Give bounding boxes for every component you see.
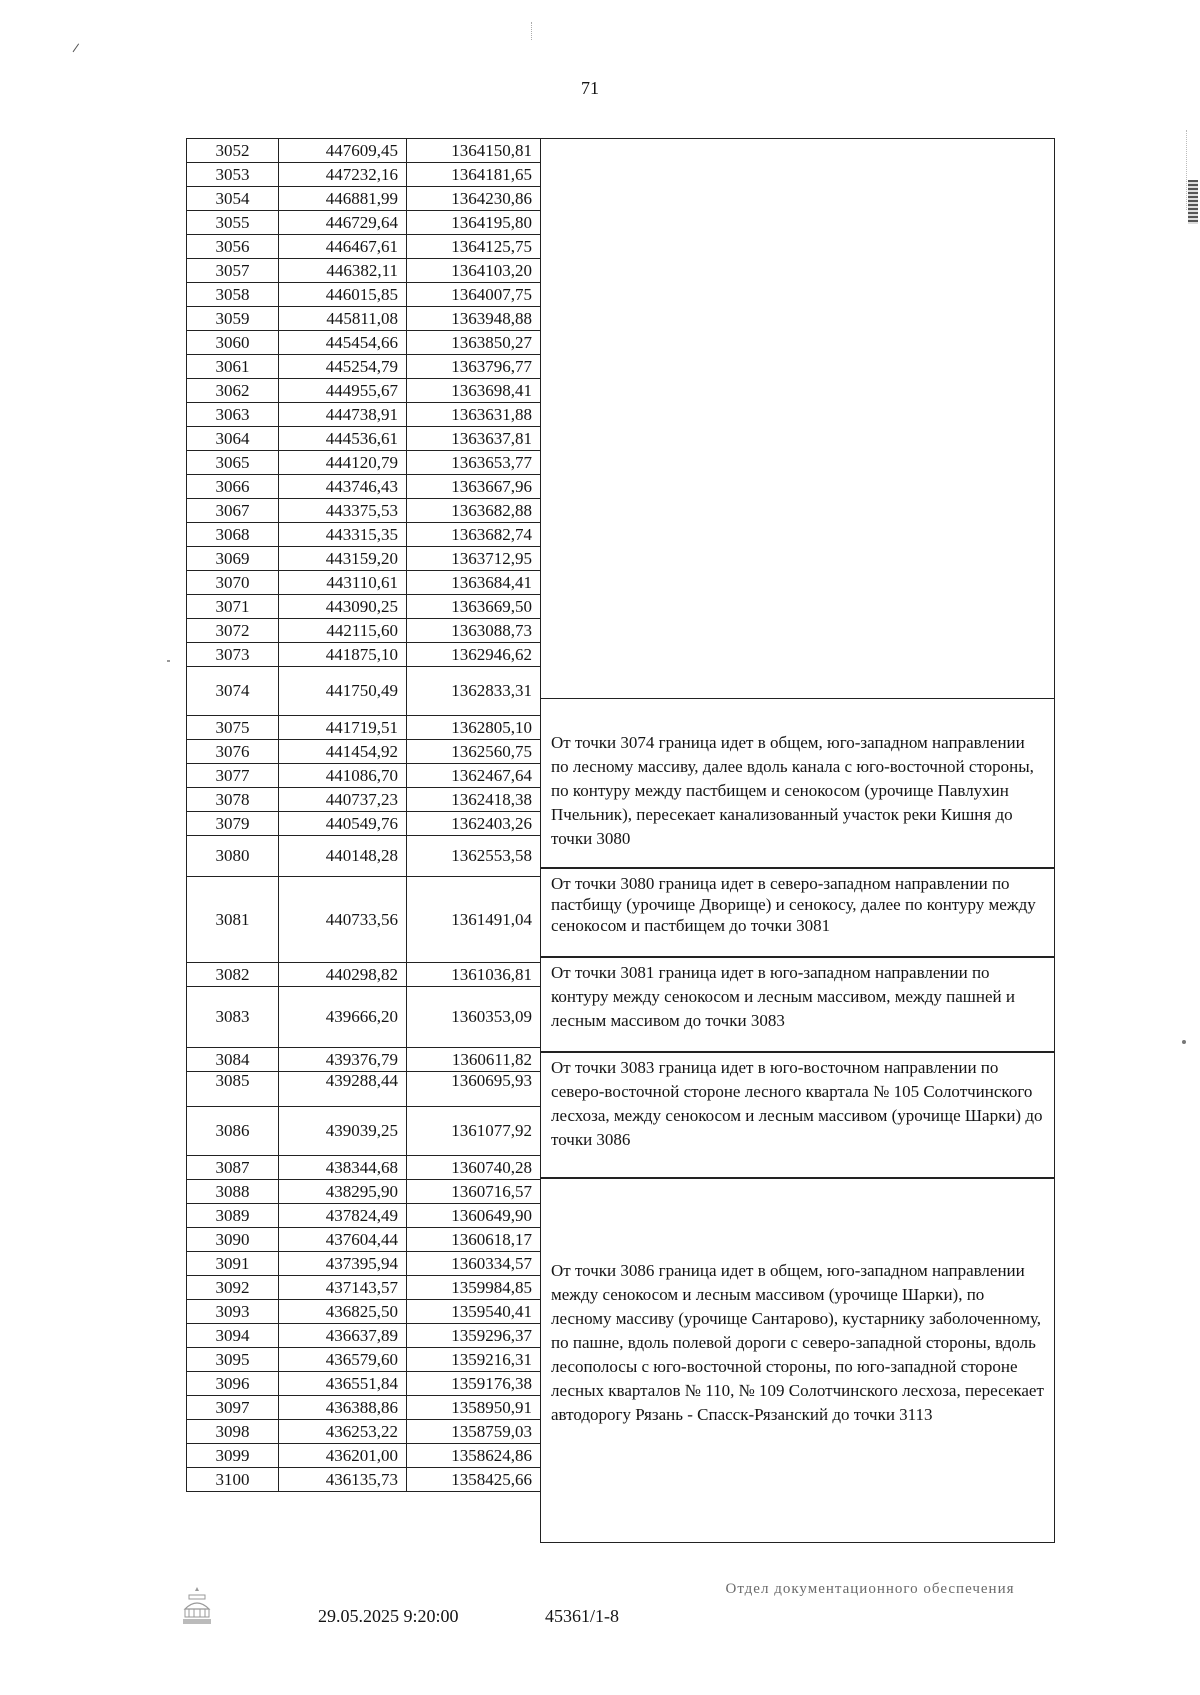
y-coordinate: 1363948,88 bbox=[407, 307, 541, 331]
x-coordinate: 436201,00 bbox=[279, 1444, 407, 1468]
y-coordinate: 1364125,75 bbox=[407, 235, 541, 259]
x-coordinate: 441750,49 bbox=[279, 667, 407, 716]
x-coordinate: 439039,25 bbox=[279, 1107, 407, 1156]
description-3083: От точки 3083 граница идет в юго-восточном направлении по северо-восточной стороне лесного квартала № 105 Солотчинского лесхоза, между сенокосом и лесным массивом (урочище Шарки) до точки 3086 bbox=[540, 1052, 1055, 1178]
point-id: 3071 bbox=[187, 595, 279, 619]
table-row bbox=[187, 643, 541, 667]
x-coordinate: 436551,84 bbox=[279, 1372, 407, 1396]
x-coordinate: 438344,68 bbox=[279, 1156, 407, 1180]
point-id: 3066 bbox=[187, 475, 279, 499]
y-coordinate: 1363682,74 bbox=[407, 523, 541, 547]
x-coordinate: 437143,57 bbox=[279, 1276, 407, 1300]
x-coordinate: 439288,44 bbox=[279, 1072, 407, 1107]
coordinates-table bbox=[186, 138, 541, 1492]
point-id: 3055 bbox=[187, 211, 279, 235]
table-row bbox=[187, 163, 541, 187]
y-coordinate: 1362553,58 bbox=[407, 836, 541, 877]
x-coordinate: 440733,56 bbox=[279, 877, 407, 963]
table-row bbox=[187, 259, 541, 283]
x-coordinate: 444120,79 bbox=[279, 451, 407, 475]
y-coordinate: 1363631,88 bbox=[407, 403, 541, 427]
y-coordinate: 1363653,77 bbox=[407, 451, 541, 475]
y-coordinate: 1364230,86 bbox=[407, 187, 541, 211]
y-coordinate: 1359176,38 bbox=[407, 1372, 541, 1396]
page-number: 71 bbox=[581, 78, 599, 98]
table-row bbox=[187, 1156, 541, 1180]
x-coordinate: 444955,67 bbox=[279, 379, 407, 403]
x-coordinate: 442115,60 bbox=[279, 619, 407, 643]
point-id: 3076 bbox=[187, 740, 279, 764]
point-id: 3081 bbox=[187, 877, 279, 963]
y-coordinate: 1363684,41 bbox=[407, 571, 541, 595]
table-row bbox=[187, 812, 541, 836]
point-id: 3079 bbox=[187, 812, 279, 836]
x-coordinate: 440549,76 bbox=[279, 812, 407, 836]
x-coordinate: 443090,25 bbox=[279, 595, 407, 619]
table-row bbox=[187, 1444, 541, 1468]
footer-date: 29.05.2025 9:20:00 bbox=[318, 1606, 459, 1626]
point-id: 3060 bbox=[187, 331, 279, 355]
table-row bbox=[187, 1324, 541, 1348]
table-row bbox=[187, 307, 541, 331]
point-id: 3063 bbox=[187, 403, 279, 427]
x-coordinate: 437395,94 bbox=[279, 1252, 407, 1276]
point-id: 3089 bbox=[187, 1204, 279, 1228]
table-row bbox=[187, 1204, 541, 1228]
table-row bbox=[187, 1300, 541, 1324]
point-id: 3084 bbox=[187, 1048, 279, 1072]
x-coordinate: 436253,22 bbox=[279, 1420, 407, 1444]
table-row bbox=[187, 1252, 541, 1276]
point-id: 3082 bbox=[187, 963, 279, 987]
point-id: 3067 bbox=[187, 499, 279, 523]
point-id: 3088 bbox=[187, 1180, 279, 1204]
y-coordinate: 1362805,10 bbox=[407, 716, 541, 740]
y-coordinate: 1360334,57 bbox=[407, 1252, 541, 1276]
y-coordinate: 1358624,86 bbox=[407, 1444, 541, 1468]
table-row bbox=[187, 547, 541, 571]
y-coordinate: 1362946,62 bbox=[407, 643, 541, 667]
y-coordinate: 1362833,31 bbox=[407, 667, 541, 716]
x-coordinate: 436825,50 bbox=[279, 1300, 407, 1324]
y-coordinate: 1361036,81 bbox=[407, 963, 541, 987]
y-coordinate: 1360353,09 bbox=[407, 987, 541, 1048]
y-coordinate: 1362560,75 bbox=[407, 740, 541, 764]
table-row bbox=[187, 963, 541, 987]
table-row bbox=[187, 571, 541, 595]
table-row bbox=[187, 355, 541, 379]
y-coordinate: 1361491,04 bbox=[407, 877, 541, 963]
table-row bbox=[187, 451, 541, 475]
table-row bbox=[187, 1228, 541, 1252]
x-coordinate: 443746,43 bbox=[279, 475, 407, 499]
y-coordinate: 1363637,81 bbox=[407, 427, 541, 451]
description-cell-empty bbox=[540, 138, 1055, 698]
y-coordinate: 1359540,41 bbox=[407, 1300, 541, 1324]
y-coordinate: 1360618,17 bbox=[407, 1228, 541, 1252]
y-coordinate: 1362467,64 bbox=[407, 764, 541, 788]
x-coordinate: 436637,89 bbox=[279, 1324, 407, 1348]
description-3081: От точки 3081 граница идет в юго-западном направлении по контуру между сенокосом и лесным массивом, между пашней и лесным массивом до точки 3083 bbox=[540, 957, 1055, 1052]
table-row bbox=[187, 403, 541, 427]
table-row bbox=[187, 235, 541, 259]
table-row bbox=[187, 379, 541, 403]
table-row bbox=[187, 619, 541, 643]
x-coordinate: 439666,20 bbox=[279, 987, 407, 1048]
description-3086: От точки 3086 граница идет в общем, юго-западном направлении между сенокосом и лесным массивом (урочище Шарки), по лесному массиву (урочище Сантарово), кустарнику заболоченному, по пашне, вдоль полевой дороги с северо-западной стороны, вдоль лесополосы с юго-восточной стороны, по юго-западной стороне лесных кварталов № 110, № 109 Солотчинского лесхоза, пересекает автодорогу Рязань - Спасск-Рязанский до точки 3113 bbox=[540, 1178, 1055, 1543]
y-coordinate: 1364150,81 bbox=[407, 139, 541, 163]
y-coordinate: 1363712,95 bbox=[407, 547, 541, 571]
table-row bbox=[187, 1107, 541, 1156]
y-coordinate: 1361077,92 bbox=[407, 1107, 541, 1156]
x-coordinate: 443375,53 bbox=[279, 499, 407, 523]
y-coordinate: 1358759,03 bbox=[407, 1420, 541, 1444]
point-id: 3099 bbox=[187, 1444, 279, 1468]
table-row bbox=[187, 764, 541, 788]
scan-artifact-mark bbox=[73, 43, 83, 54]
y-coordinate: 1360611,82 bbox=[407, 1048, 541, 1072]
x-coordinate: 436135,73 bbox=[279, 1468, 407, 1492]
emblem-icon bbox=[180, 1585, 214, 1629]
x-coordinate: 447609,45 bbox=[279, 139, 407, 163]
table-row bbox=[187, 716, 541, 740]
table-row bbox=[187, 1048, 541, 1072]
point-id: 3097 bbox=[187, 1396, 279, 1420]
table-row bbox=[187, 1468, 541, 1492]
x-coordinate: 444738,91 bbox=[279, 403, 407, 427]
point-id: 3070 bbox=[187, 571, 279, 595]
point-id: 3087 bbox=[187, 1156, 279, 1180]
point-id: 3098 bbox=[187, 1420, 279, 1444]
y-coordinate: 1360649,90 bbox=[407, 1204, 541, 1228]
point-id: 3061 bbox=[187, 355, 279, 379]
point-id: 3072 bbox=[187, 619, 279, 643]
point-id: 3091 bbox=[187, 1252, 279, 1276]
y-coordinate: 1364195,80 bbox=[407, 211, 541, 235]
scan-artifact-dot bbox=[1182, 1040, 1186, 1044]
point-id: 3056 bbox=[187, 235, 279, 259]
y-coordinate: 1359984,85 bbox=[407, 1276, 541, 1300]
point-id: 3083 bbox=[187, 987, 279, 1048]
point-id: 3062 bbox=[187, 379, 279, 403]
table-row bbox=[187, 1372, 541, 1396]
point-id: 3057 bbox=[187, 259, 279, 283]
x-coordinate: 446729,64 bbox=[279, 211, 407, 235]
point-id: 3064 bbox=[187, 427, 279, 451]
x-coordinate: 446015,85 bbox=[279, 283, 407, 307]
table-row bbox=[187, 1348, 541, 1372]
y-coordinate: 1360740,28 bbox=[407, 1156, 541, 1180]
table-row bbox=[187, 836, 541, 877]
table-row bbox=[187, 427, 541, 451]
point-id: 3095 bbox=[187, 1348, 279, 1372]
point-id: 3096 bbox=[187, 1372, 279, 1396]
table-row bbox=[187, 331, 541, 355]
y-coordinate: 1363682,88 bbox=[407, 499, 541, 523]
y-coordinate: 1363850,27 bbox=[407, 331, 541, 355]
point-id: 3093 bbox=[187, 1300, 279, 1324]
table-row bbox=[187, 211, 541, 235]
x-coordinate: 447232,16 bbox=[279, 163, 407, 187]
table-row bbox=[187, 139, 541, 163]
point-id: 3078 bbox=[187, 788, 279, 812]
table-row bbox=[187, 877, 541, 963]
y-coordinate: 1364103,20 bbox=[407, 259, 541, 283]
x-coordinate: 443315,35 bbox=[279, 523, 407, 547]
x-coordinate: 438295,90 bbox=[279, 1180, 407, 1204]
y-coordinate: 1363698,41 bbox=[407, 379, 541, 403]
table-row bbox=[187, 1072, 541, 1107]
point-id: 3068 bbox=[187, 523, 279, 547]
x-coordinate: 445811,08 bbox=[279, 307, 407, 331]
point-id: 3077 bbox=[187, 764, 279, 788]
x-coordinate: 436388,86 bbox=[279, 1396, 407, 1420]
x-coordinate: 436579,60 bbox=[279, 1348, 407, 1372]
point-id: 3086 bbox=[187, 1107, 279, 1156]
table-row bbox=[187, 187, 541, 211]
x-coordinate: 444536,61 bbox=[279, 427, 407, 451]
table-row bbox=[187, 1420, 541, 1444]
point-id: 3080 bbox=[187, 836, 279, 877]
x-coordinate: 443159,20 bbox=[279, 547, 407, 571]
point-id: 3092 bbox=[187, 1276, 279, 1300]
description-3074: От точки 3074 граница идет в общем, юго-западном направлении по лесному массиву, далее вдоль канала с юго-восточной стороны, по контуру между пастбищем и сенокосом (урочище Павлухин Пчельник), пересекает канализованный участок реки Кишня до точки 3080 bbox=[540, 698, 1055, 868]
x-coordinate: 446467,61 bbox=[279, 235, 407, 259]
table-row bbox=[187, 283, 541, 307]
scan-artifact-dot bbox=[167, 660, 170, 662]
x-coordinate: 440298,82 bbox=[279, 963, 407, 987]
point-id: 3065 bbox=[187, 451, 279, 475]
y-coordinate: 1358950,91 bbox=[407, 1396, 541, 1420]
x-coordinate: 441454,92 bbox=[279, 740, 407, 764]
table-row bbox=[187, 499, 541, 523]
x-coordinate: 443110,61 bbox=[279, 571, 407, 595]
table-row bbox=[187, 1396, 541, 1420]
x-coordinate: 446881,99 bbox=[279, 187, 407, 211]
x-coordinate: 440737,23 bbox=[279, 788, 407, 812]
point-id: 3100 bbox=[187, 1468, 279, 1492]
y-coordinate: 1363667,96 bbox=[407, 475, 541, 499]
x-coordinate: 445454,66 bbox=[279, 331, 407, 355]
table-row bbox=[187, 1180, 541, 1204]
x-coordinate: 441086,70 bbox=[279, 764, 407, 788]
x-coordinate: 439376,79 bbox=[279, 1048, 407, 1072]
y-coordinate: 1360716,57 bbox=[407, 1180, 541, 1204]
point-id: 3090 bbox=[187, 1228, 279, 1252]
table-row bbox=[187, 523, 541, 547]
point-id: 3052 bbox=[187, 139, 279, 163]
y-coordinate: 1363796,77 bbox=[407, 355, 541, 379]
y-coordinate: 1358425,66 bbox=[407, 1468, 541, 1492]
x-coordinate: 440148,28 bbox=[279, 836, 407, 877]
y-coordinate: 1363088,73 bbox=[407, 619, 541, 643]
y-coordinate: 1364181,65 bbox=[407, 163, 541, 187]
point-id: 3074 bbox=[187, 667, 279, 716]
point-id: 3053 bbox=[187, 163, 279, 187]
point-id: 3073 bbox=[187, 643, 279, 667]
y-coordinate: 1363669,50 bbox=[407, 595, 541, 619]
point-id: 3085 bbox=[187, 1072, 279, 1107]
point-id: 3059 bbox=[187, 307, 279, 331]
point-id: 3054 bbox=[187, 187, 279, 211]
y-coordinate: 1362403,26 bbox=[407, 812, 541, 836]
footer-department-stamp: Отдел документационного обеспечения bbox=[725, 1581, 1015, 1597]
scan-artifact-top bbox=[531, 22, 542, 40]
y-coordinate: 1362418,38 bbox=[407, 788, 541, 812]
y-coordinate: 1364007,75 bbox=[407, 283, 541, 307]
point-id: 3058 bbox=[187, 283, 279, 307]
table-row bbox=[187, 987, 541, 1048]
table-row bbox=[187, 475, 541, 499]
y-coordinate: 1360695,93 bbox=[407, 1072, 541, 1107]
point-id: 3069 bbox=[187, 547, 279, 571]
scan-artifact-bar bbox=[1188, 180, 1198, 224]
table-row bbox=[187, 667, 541, 716]
point-id: 3075 bbox=[187, 716, 279, 740]
y-coordinate: 1359216,31 bbox=[407, 1348, 541, 1372]
table-row bbox=[187, 595, 541, 619]
y-coordinate: 1359296,37 bbox=[407, 1324, 541, 1348]
table-row bbox=[187, 740, 541, 764]
table-row bbox=[187, 1276, 541, 1300]
x-coordinate: 445254,79 bbox=[279, 355, 407, 379]
x-coordinate: 446382,11 bbox=[279, 259, 407, 283]
footer-document-number: 45361/1-8 bbox=[545, 1606, 619, 1626]
x-coordinate: 437604,44 bbox=[279, 1228, 407, 1252]
table-row bbox=[187, 788, 541, 812]
x-coordinate: 441719,51 bbox=[279, 716, 407, 740]
x-coordinate: 441875,10 bbox=[279, 643, 407, 667]
description-3080: От точки 3080 граница идет в северо-западном направлении по пастбищу (урочище Дворище) и сенокосу, далее по контуру между сенокосом и пастбищем до точки 3081 bbox=[540, 868, 1055, 957]
x-coordinate: 437824,49 bbox=[279, 1204, 407, 1228]
point-id: 3094 bbox=[187, 1324, 279, 1348]
